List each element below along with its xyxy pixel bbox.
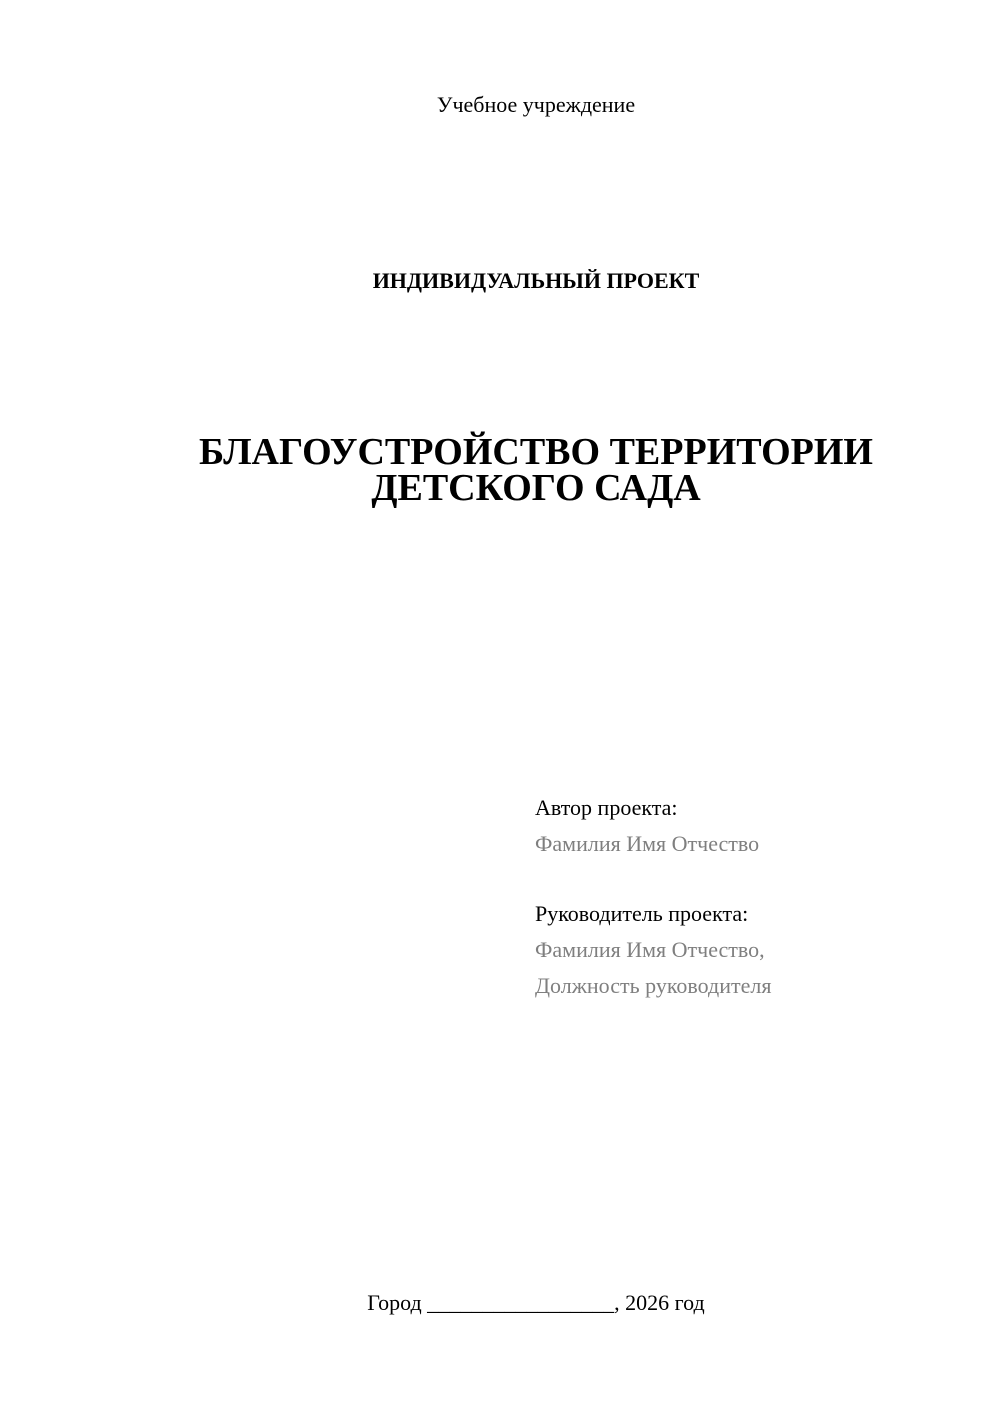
city-year-footer: Город _________________, 2026 год [367,1290,705,1315]
supervisor-name: Фамилия Имя Отчество, [535,937,765,962]
institution-name: Учебное учреждение [436,92,636,117]
supervisor-label: Руководитель проекта: [535,901,749,926]
author-name: Фамилия Имя Отчество [535,831,760,856]
credits-spacer [535,862,955,896]
project-type-heading: ИНДИВИДУАЛЬНЫЙ ПРОЕКТ [372,268,700,293]
credits-block [535,790,955,1004]
author-label: Автор проекта: [535,795,678,820]
supervisor-position: Должность руководителя [535,973,772,998]
project-title-line-2: ДЕТСКОГО САДА [371,467,701,509]
project-title [0,431,1000,509]
project-title-line-1: БЛАГОУСТРОЙСТВО ТЕРРИТОРИИ [199,431,873,473]
